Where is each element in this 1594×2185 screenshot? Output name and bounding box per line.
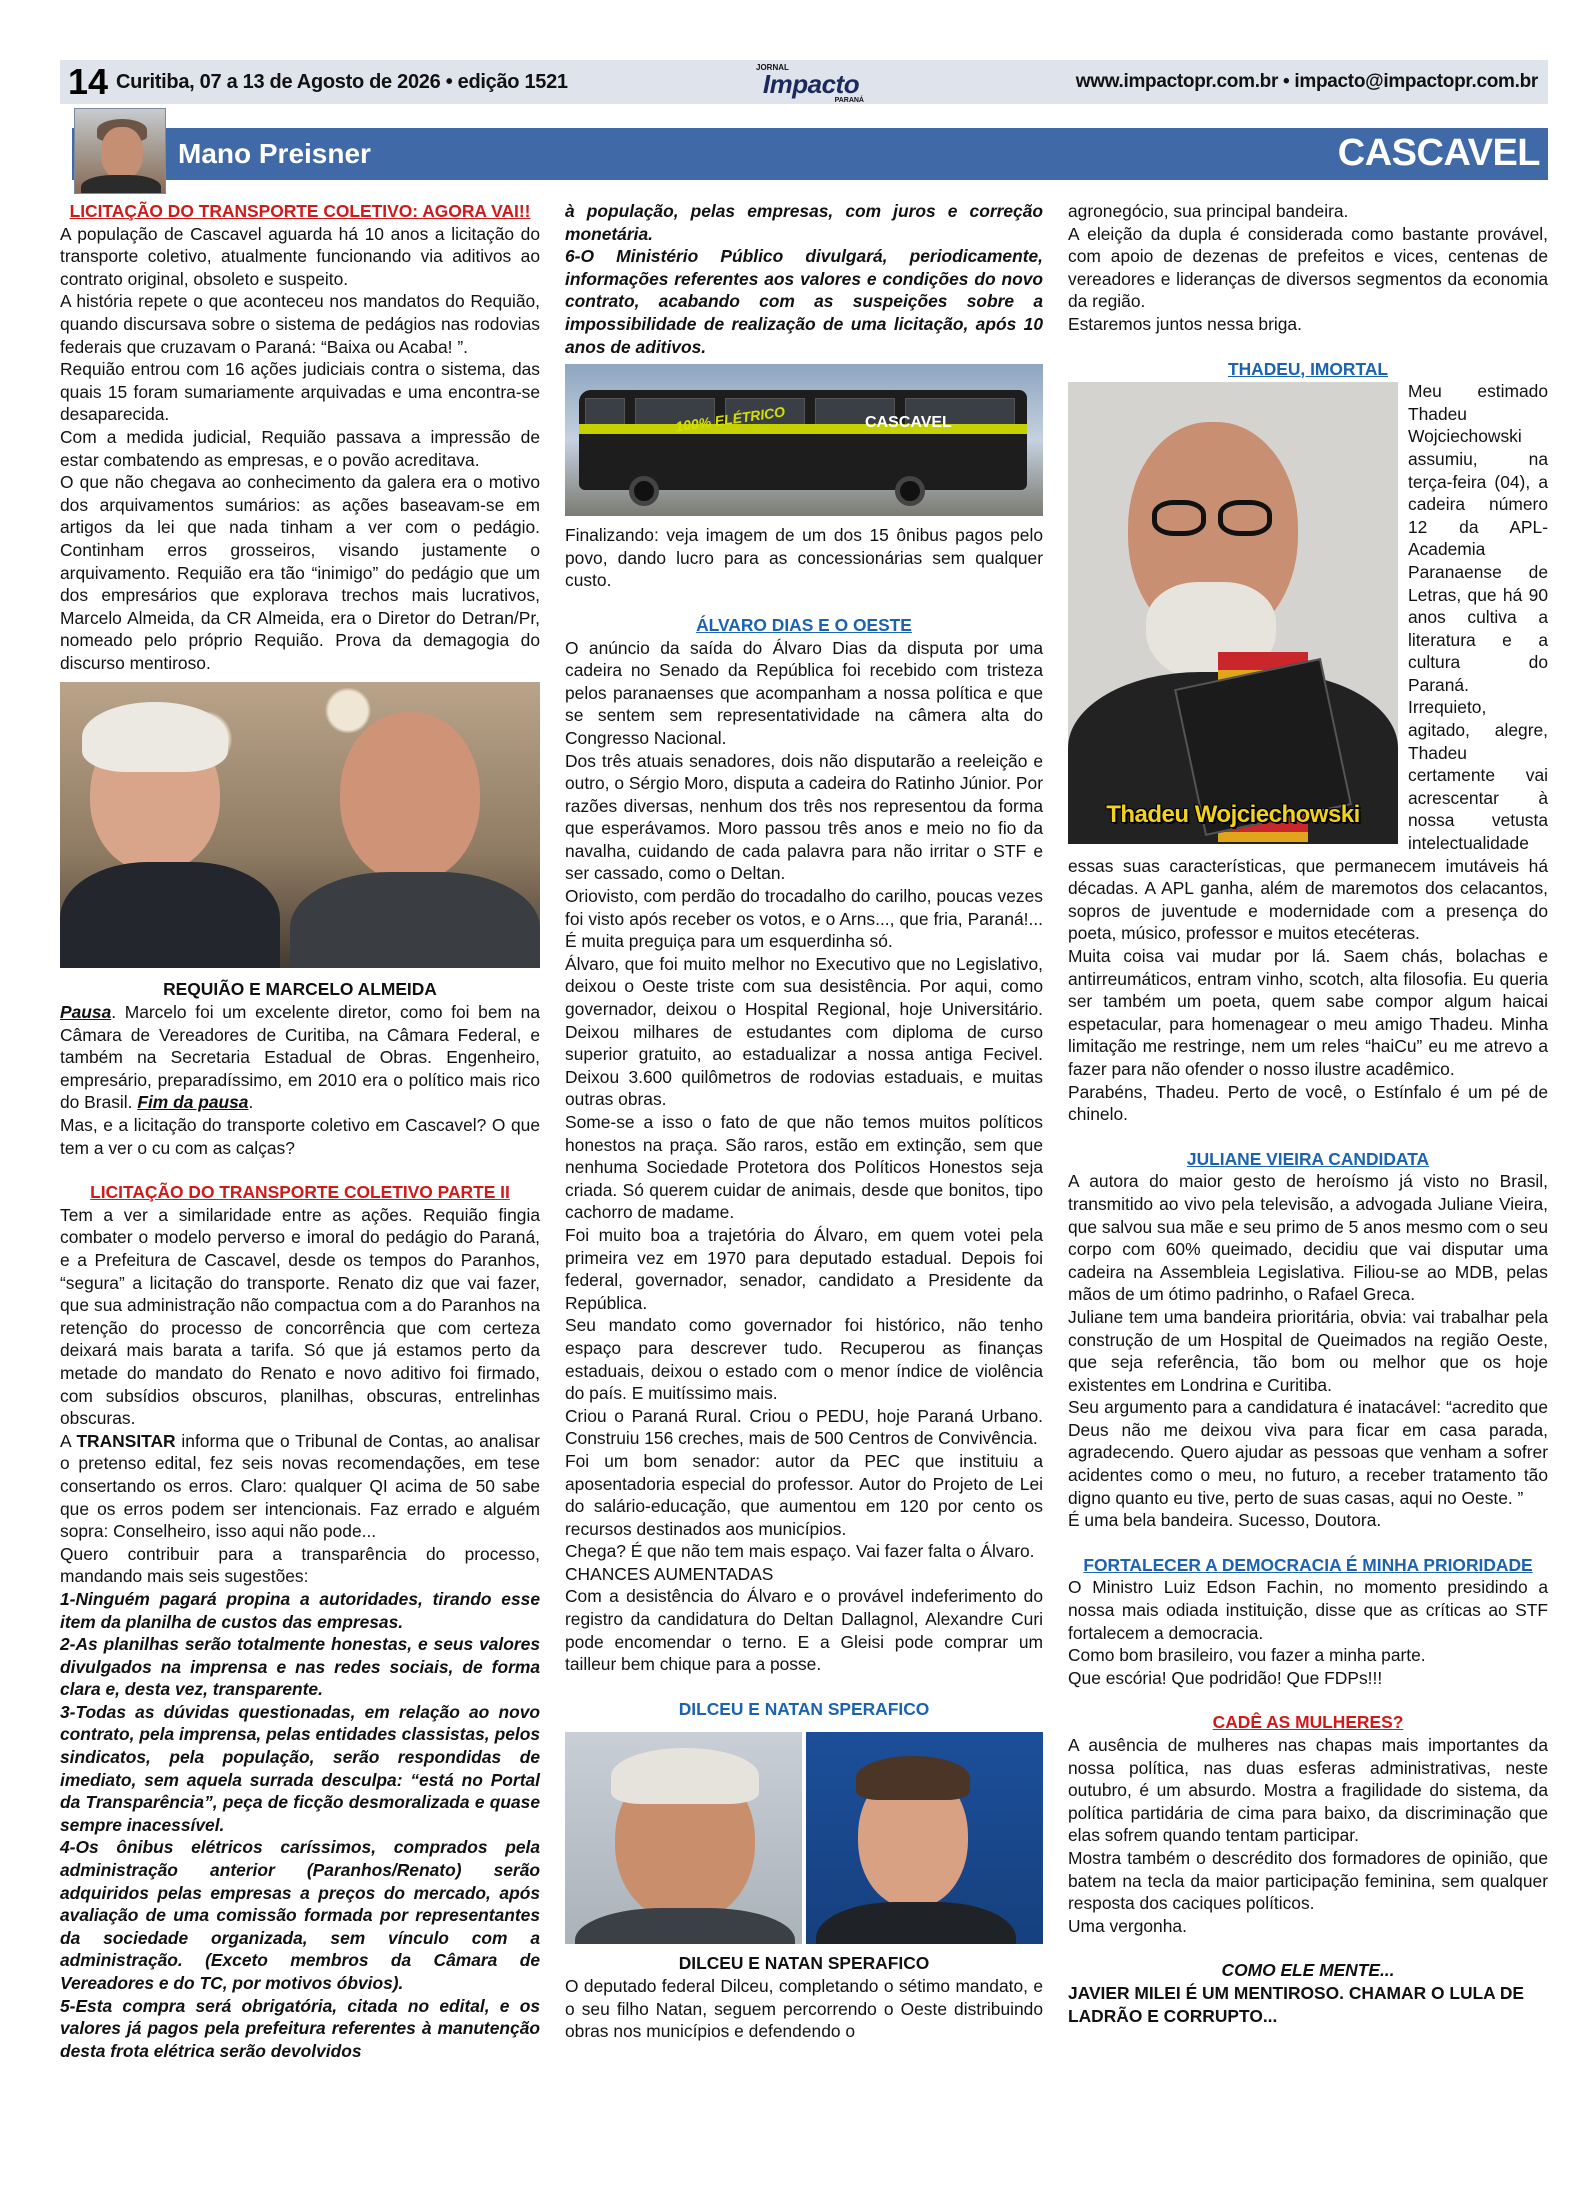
- photo-thadeu: [1068, 382, 1398, 844]
- paragraph: A eleição da dupla é considerada como bastante provável, com apoio de dezenas de prefeitos e vices, centenas de vereadores e lideranças de diversos segmentos da economia da região.: [1068, 223, 1548, 312]
- page-number: 14: [68, 61, 109, 102]
- paragraph: Some-se a isso o fato de que não temos muitos políticos honestos na praça. São raros, estão em extinção, sem que nenhuma Sociedade Protetora dos Políticos Honestos seja criada. Só querem cuidar de animais, desde que bonitos, tipo cachorro de madame.: [565, 1112, 1043, 1223]
- thadeu-name-label: Thadeu Wojciechowski: [1106, 800, 1360, 828]
- suggestion-5-continued: à população, pelas empresas, com juros e correção monetária.: [565, 201, 1043, 244]
- paragraph: Uma vergonha.: [1068, 1915, 1187, 1936]
- suggestion-2: 2-As planilhas serão totalmente honestas, e seus valores divulgados na imprensa e nas redes sociais, de forma clara e, desta vez, transparente.: [60, 1634, 540, 1700]
- paragraph: A ausência de mulheres nas chapas mais importantes da nossa política, nas duas esferas administrativas, neste outubro, é um absurdo. Mostra a fragilidade do sistema, da política partidária de cima para baixo, da discriminação que elas sofrem quando tentam participar.: [1068, 1735, 1548, 1846]
- newspaper-logo: JORNAL Impacto PARANÁ: [756, 63, 864, 104]
- paragraph: Foi um bom senador: autor da PEC que instituiu a aposentadoria especial do professor. Autor do Projeto de Lei do salário-educação, que aumentou em 120 por cento os recursos destinados aos municípios.: [565, 1450, 1043, 1539]
- headline-licitacao: LICITAÇÃO DO TRANSPORTE COLETIVO: AGORA VAI!!: [69, 201, 531, 221]
- paragraph: Finalizando: veja imagem de um dos 15 ônibus pagos pelo povo, dando lucro para as concessionárias sem qualquer custo.: [565, 525, 1043, 591]
- headline-juliane: JULIANE VIEIRA CANDIDATA: [1186, 1148, 1430, 1169]
- headline-alvaro: ÁLVARO DIAS E O OESTE: [696, 614, 912, 635]
- headline-licitacao-parte-2: LICITAÇÃO DO TRANSPORTE COLETIVO PARTE II: [90, 1182, 510, 1203]
- site-info[interactable]: www.impactopr.com.br • impacto@impactopr.com.br: [1075, 71, 1538, 92]
- suggestion-5: 5-Esta compra será obrigatória, citada no edital, e os valores já pagos pela prefeitura referentes à manutenção desta frota elétrica serão devolvidos: [60, 1995, 540, 2061]
- paragraph: A população de Cascavel aguarda há 10 anos a licitação do transporte coletivo, atualmente funcionando via aditivos ao contrato original, obsoleto e suspeito.: [60, 223, 540, 289]
- paragraph: O Ministro Luiz Edson Fachin, no momento presidindo a nossa mais odiada instituição, disse que as críticas ao STF fortalecem a democracia.: [1068, 1577, 1548, 1643]
- suggestion-4: 4-Os ônibus elétricos caríssimos, comprados pela administração anterior (Paranhos/Renato) serão adquiridos pelas empresas a preços do mercado, após avaliação de uma comissão formada por representantes da sociedade organizada, sem vínculo com a administração. (Exceto membros da Câmara de Vereadores e do TC, por motivos óbvios).: [60, 1837, 540, 1993]
- suggestion-3: 3-Todas as dúvidas questionadas, em relação ao novo contrato, pela imprensa, pelas entidades classistas, pelos sindicatos, pela população, serão respondidas de imediato, sem aquela surrada desculpa: “está no Portal da Transparência”, peça de ficção desmoralizada e quase sempre inacessível.: [60, 1701, 540, 1835]
- paragraph: Foi muito boa a trajetória do Álvaro, em quem votei pela primeira vez em 1970 para deputado estadual. Depois foi federal, governador, senador, candidato a Presidente da República.: [565, 1224, 1043, 1313]
- paragraph: Juliane tem uma bandeira prioritária, obvia: vai trabalhar pela construção de um Hospital de Queimados na região Oeste, que seja referência, tão bom ou melhor que os hoje existentes em Londrina e Curitiba.: [1068, 1306, 1548, 1395]
- paragraph: Meu estimado Thadeu Wojciechowski assumiu, na terça-feira (04), a cadeira número 12 da APL-Academia Paranaense de Letras, que há 90 anos cultiva a literatura e a cultura do Paraná. Irrequieto, agitado, alegre, Thadeu certamente vai acrescentar à nossa vetusta intelectualidade essas suas características, que permanecem imutáveis há décadas. A APL ganha, além de maremotos dos celacantos, sopros de juventude e modernidade com a presença do poeta, músico, professor e muitos etecéteras.: [1068, 381, 1548, 944]
- paragraph: Quero contribuir para a transparência do processo, mandando mais seis sugestões:: [60, 1543, 540, 1587]
- paragraph: O deputado federal Dilceu, completando o sétimo mandato, e o seu filho Natan, seguem percorrendo o Oeste distribuindo obras nos municípios e defendendo o: [565, 1976, 1043, 2042]
- paragraph: Chega? É que não tem mais espaço. Vai fazer falta o Álvaro.: [565, 1541, 1035, 1562]
- photo-caption: DILCEU E NATAN SPERAFICO: [678, 1953, 930, 1974]
- paragraph: Tem a ver a similaridade entre as ações. Requião fingia combater o modelo perverso e imoral do pedágio do Paraná, e a Prefeitura de Cascavel, desde os tempos do Paranhos, “segura” a licitação do transporte. Renato diz que vai fazer, que sua administração não compactua com a do Paranhos na retenção do processo de concorrência que com certeza deixará mais barata a tarifa. Só que já estamos perto da metade do mandato do Renato e novo aditivo foi firmado, com subsídios obscuros, planilhas, obscuras, entrelinhas obscuras.: [60, 1204, 540, 1429]
- paragraph: Com a medida judicial, Requião passava a impressão de estar combatendo as empresas, e o povão acreditava.: [60, 426, 540, 470]
- paragraph: Dos três atuais senadores, dois não disputarão a reeleição e outro, o Sérgio Moro, disputa a cadeira do Ratinho Júnior. Por razões diversas, nenhum dos três nos representou da forma que esperávamos. Moro passou três anos e meio no fio da navalha, cuidando de cada palavra para não irritar o STF e ser cassado, como o Deltan.: [565, 750, 1043, 884]
- bus-label-eletrico: 100% ELÉTRICO: [674, 403, 787, 435]
- paragraph: Estaremos juntos nessa briga.: [1068, 313, 1302, 334]
- paragraph: Mas, e a licitação do transporte coletivo em Cascavel? O que tem a ver o cu com as calças?: [60, 1115, 540, 1158]
- paragraph: Criou o Paraná Rural. Criou o PEDU, hoje Paraná Urbano. Construiu 156 creches, mais de 500 Centros de Convivência.: [565, 1405, 1043, 1449]
- paragraph: JAVIER MILEI É UM MENTIROSO. CHAMAR O LULA DE LADRÃO E CORRUPTO...: [1068, 1982, 1525, 2026]
- column-3: [1068, 200, 1548, 2027]
- paragraph: Álvaro, que foi muito melhor no Executivo que no Legislativo, deixou o Oeste triste com sua desistência. Por aqui, como governador, deixou o Hospital Regional, hoje Universitário. Deixou milhares de estudantes com diploma de curso superior gratuito, ao estadualizar a nossa antiga Fecivel. Deixou 3.600 quilômetros de rodovias estaduais, e muitas outras obras.: [565, 953, 1043, 1110]
- suggestion-1: 1-Ninguém pagará propina a autoridades, tirando esse item da planilha de custos das empresas.: [60, 1588, 540, 1632]
- paragraph: O que não chegava ao conhecimento da galera era o motivo dos arquivamentos sumários: as ações baseavam-se em artigos da lei que nada tinham a ver com o pedágio. Continham erros grosseiros, visando justamente o arquivamento. Requião era tão “inimigo” do pedágio que um dos empresários que explorava trechos mais lucrativos, Marcelo Almeida, da CR Almeida, era o Diretor do Detran/Pr, nomeado pelo próprio Requião. Prova da demagogia do discurso mentiroso.: [60, 472, 540, 673]
- author-name: Mano Preisner: [178, 138, 371, 169]
- headline-mulheres: CADÊ AS MULHERES?: [1212, 1712, 1404, 1733]
- section-name: CASCAVEL: [1337, 132, 1540, 174]
- paragraph: Oriovisto, com perdão do trocadalho do carilho, poucas vezes foi visto após receber os votos, e o Arns..., que fria, Paraná!... É muita preguiça para um esquerdinha só.: [565, 886, 1043, 952]
- paragraph: Que escória! Que podridão! Que FDPs!!!: [1068, 1667, 1383, 1688]
- bus-label-cascavel: CASCAVEL: [865, 414, 952, 432]
- paragraph: Parabéns, Thadeu. Perto de você, o Estínfalo é um pé de chinelo.: [1068, 1081, 1548, 1125]
- paragraph: O anúncio da saída do Álvaro Dias da disputa por uma cadeira no Senado da República foi recebido com tristeza pelos paranaenses que acompanham a nossa política e que se sentem sem representatividade na câmera alta do Congresso Nacional.: [565, 637, 1043, 748]
- paragraph: A autora do maior gesto de heroísmo já visto no Brasil, transmitido ao vivo pela televisão, a advogada Juliane Vieira, que salvou sua mãe e seu primo de 5 anos mesmo com o seu corpo com 60% queimado, decidiu que vai disputar uma cadeira na Assembleia Legislativa. Filiou-se ao MDB, pelas mãos de um ótimo padrinho, o Rafael Greca.: [1068, 1171, 1548, 1305]
- photo-electric-bus: [565, 364, 1043, 516]
- paragraph: Requião entrou com 16 ações judiciais contra o sistema, das quais 15 foram sumariamente arquivadas e uma encontra-se desaparecida.: [60, 359, 540, 425]
- headline-thadeu: THADEU, IMORTAL: [1227, 358, 1389, 379]
- paragraph: Mostra também o descrédito dos formadores de opinião, que batem na tecla da maior participação feminina, sem qualquer resposta dos caciques políticos.: [1068, 1847, 1548, 1914]
- headline-milei: COMO ELE MENTE...: [1221, 1960, 1395, 1981]
- paragraph: A TRANSITAR informa que o Tribunal de Contas, ao analisar o pretenso edital, fez seis novas recomendações, em tese consertando os erros. Claro: qualquer QI acima de 50 sabe que os erros podem ser intencionais. Faz errado e alguém sopra: Conselheiro, isso aqui não pode...: [60, 1430, 540, 1542]
- paragraph: Como bom brasileiro, vou fazer a minha parte.: [1068, 1645, 1426, 1666]
- paragraph: Com a desistência do Álvaro e o provável indeferimento do registro da candidatura do Deltan Dallagnol, Alexandre Curi pode encomendar o terno. E a Gleisi pode comprar um tailleur bem chique para a posse.: [565, 1586, 1043, 1675]
- headline-dilceu: DILCEU E NATAN SPERAFICO: [678, 1698, 930, 1719]
- suggestion-6: 6-O Ministério Público divulgará, periodicamente, informações referentes aos valores e condições do novo contrato, acabando com as suspeições sobre a impossibilidade de realização de uma licitação, após 10 anos de aditivos.: [565, 246, 1043, 357]
- photo-requiao-marcelo: [60, 682, 540, 968]
- author-photo: [74, 108, 166, 194]
- paragraph: A história repete o que aconteceu nos mandatos do Requião, quando discursava sobre o sistema de pedágios nas rodovias federais que cruzavam o Paraná: “Baixa ou Acaba! ”.: [60, 291, 540, 357]
- paragraph: agronegócio, sua principal bandeira.: [1068, 201, 1349, 221]
- masthead-bar: [60, 60, 1548, 104]
- paragraph: CHANCES AUMENTADAS: [565, 1563, 774, 1584]
- paragraph: Pausa. Marcelo foi um excelente diretor, como foi bem na Câmara de Vereadores de Curitiba, na Câmara Federal, e também na Secretaria Estadual de Obras. Engenheiro, empresário, preparadíssimo, em 2010 era o político mais rico do Brasil. Fim da pausa.: [60, 1002, 540, 1113]
- column-2: [565, 200, 1043, 2043]
- photo-dilceu-natan: [565, 1732, 1043, 1944]
- dateline: Curitiba, 07 a 13 de Agosto de 2026 • edição 1521: [116, 70, 568, 93]
- column-1: [60, 200, 540, 2062]
- headline-democracia: FORTALECER A DEMOCRACIA É MINHA PRIORIDADE: [1083, 1554, 1533, 1575]
- paragraph: Seu argumento para a candidatura é inatacável: “acredito que Deus não me deixou viva para ficar em casa parada, agradecendo. Quero ajudar as pessoas que venham a sofrer acidentes como o meu, no futuro, a receber tratamento tão digno quanto eu tive, perto de suas casas, aqui no Oeste. ”: [1068, 1397, 1548, 1508]
- photo-caption: REQUIÃO E MARCELO ALMEIDA: [163, 979, 437, 1000]
- paragraph: É uma bela bandeira. Sucesso, Doutora.: [1068, 1510, 1382, 1531]
- paragraph: Seu mandato como governador foi histórico, não tenho espaço para descrever tudo. Recuperou as finanças estaduais, deixou o estado com o menor índice de violência do país. E muitíssimo mais.: [565, 1315, 1043, 1404]
- paragraph: Muita coisa vai mudar por lá. Saem chás, bolachas e antirreumáticos, entram vinho, scotch, alta filosofia. Eu queria ser também um poeta, quem sabe compor algum haicai espetacular, para homenagear o meu amigo Thadeu. Minha limitação me restringe, nem um reles “haiCu” eu me atrevo a fazer para não ofender o nosso ilustre acadêmico.: [1068, 946, 1548, 1079]
